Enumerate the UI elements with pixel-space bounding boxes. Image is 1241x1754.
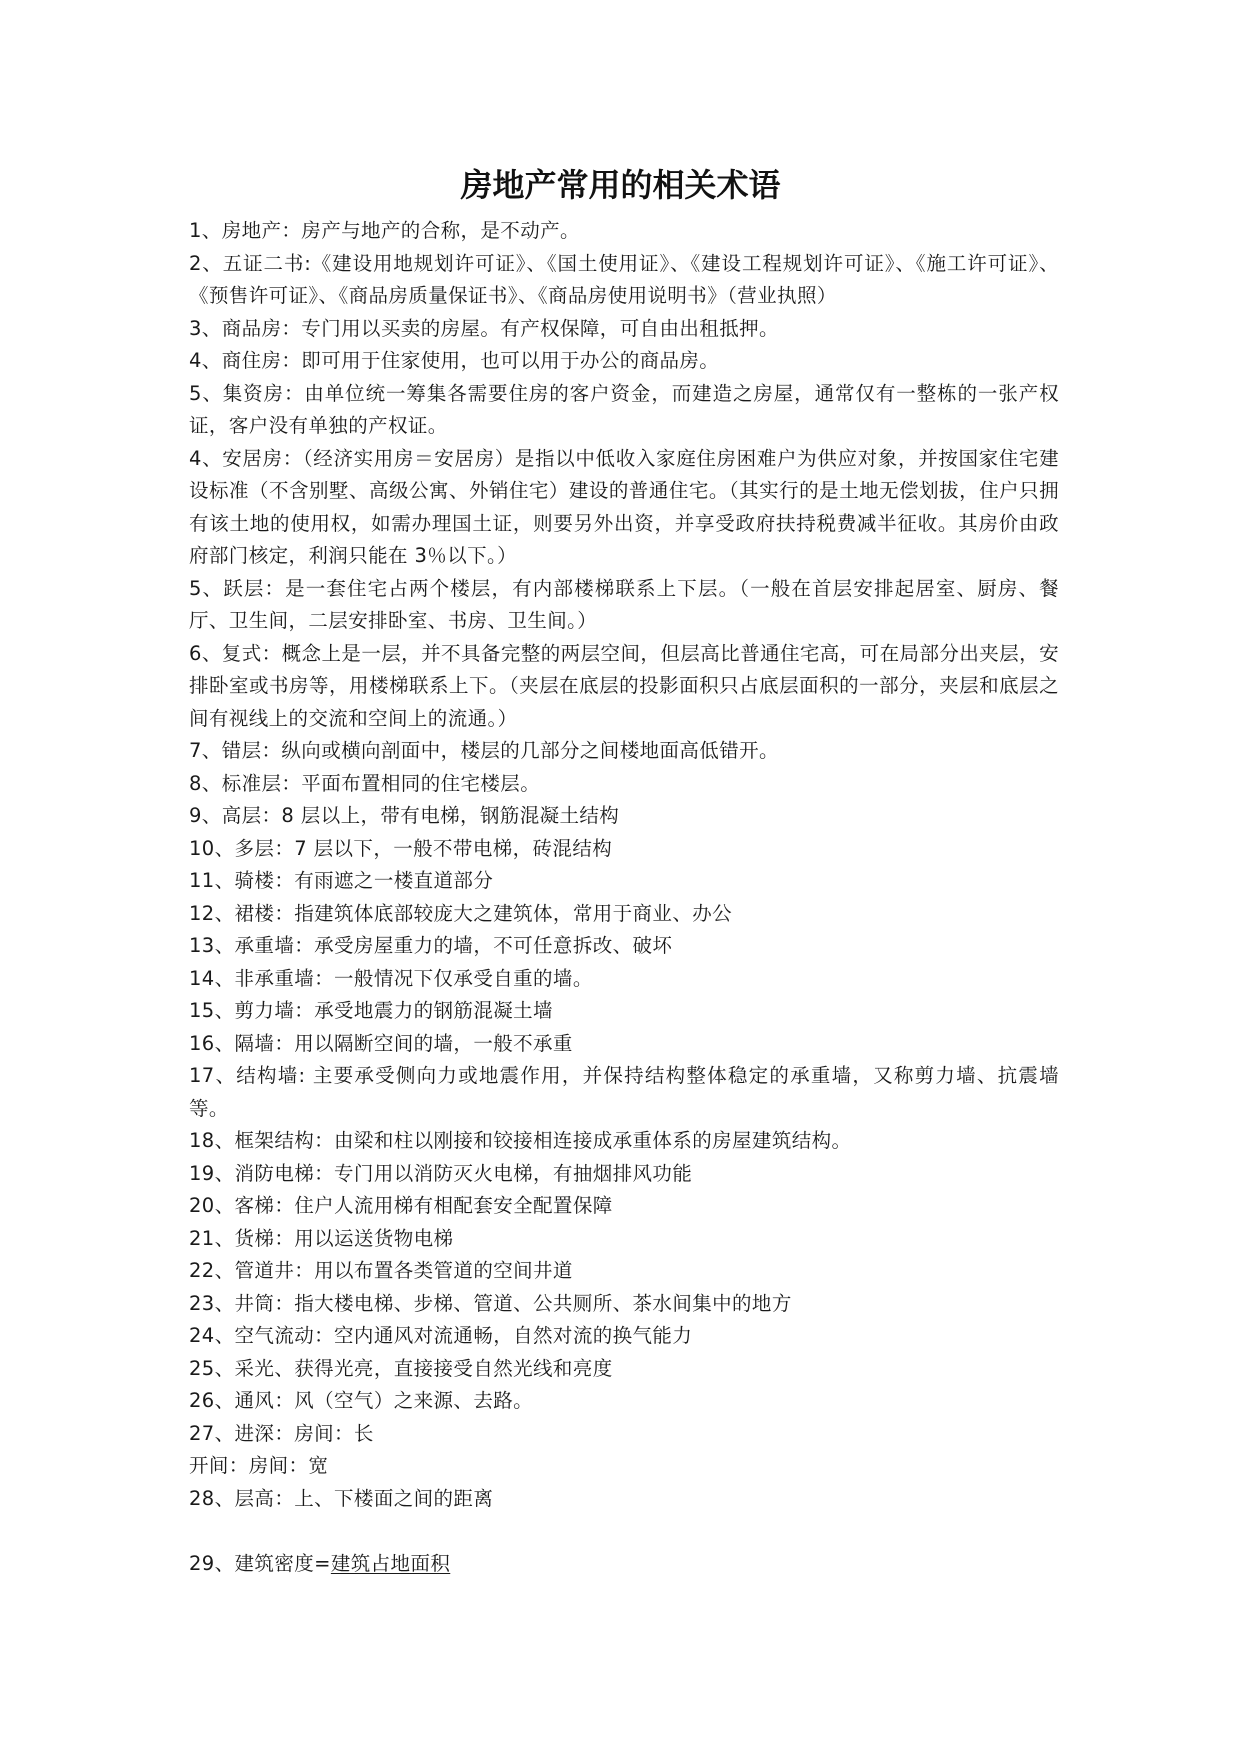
term-7: 7、错层：纵向或横向剖面中，楼层的几部分之间楼地面高低错开。 bbox=[189, 739, 779, 762]
term-8: 8、标准层：平面布置相同的住宅楼层。 bbox=[189, 771, 541, 795]
term-13: 13、承重墙：承受房屋重力的墙，不可任意拆改、破坏 bbox=[189, 934, 673, 957]
density-label: 29、建筑密度= bbox=[189, 1551, 331, 1575]
term-10: 10、多层：7 层以下，一般不带电梯，砖混结构 bbox=[189, 836, 613, 860]
term-anjufang: 4、安居房：（经济实用房＝安居房）是指以中低收入家庭住房困难户为供应对象，并按国家住宅建设标准（不含别墅、高级公寓、外销住宅）建设的普通住宅。（其实行的是土地无偿划拔，住户只拥有该土地的使用权，如需办理国土证，则要另外出资，并享受政府扶持税费减半征收。其房价由政府部门核定，利润只能在 3％以下。） bbox=[189, 446, 1059, 567]
term-yueceng: 5、跃层：是一套住宅占两个楼层，有内部楼梯联系上下层。（一般在首层安排起居室、厨房、餐厅、卫生间，二层安排卧室、书房、卫生间。） bbox=[189, 576, 1059, 632]
term-15: 15、剪力墙：承受地震力的钢筋混凝土墙 bbox=[189, 999, 553, 1022]
density-numerator: 建筑占地面积 bbox=[330, 1551, 451, 1575]
blank-line bbox=[189, 1515, 1059, 1548]
term-3: 3、商品房：专门用以买卖的房屋。有产权保障，可自由出租抵押。 bbox=[189, 316, 779, 340]
document-body bbox=[189, 215, 1059, 1580]
term-19: 19、消防电梯：专门用以消防灭火电梯，有抽烟排风功能 bbox=[189, 1161, 693, 1185]
term-12: 12、裙楼：指建筑体底部较庞大之建筑体，常用于商业、办公 bbox=[189, 901, 733, 925]
term-28: 28、层高：上、下楼面之间的距离 bbox=[189, 1486, 494, 1510]
term-27-kaijian: 开间：房间：宽 bbox=[189, 1454, 329, 1477]
term-2: 2、五证二书:《建设用地规划许可证》、《国土使用证》、《建设工程规划许可证》、《施工许可证》、《预售许可证》、《商品房质量保证书》、《商品房使用说明书》（营业执照） bbox=[189, 251, 1059, 307]
term-17: 17、结构墙: 主要承受侧向力或地震作用，并保持结构整体稳定的承重墙，又称剪力墙、抗震墙等。 bbox=[189, 1064, 1059, 1120]
term-24: 24、空气流动：空内通风对流通畅，自然对流的换气能力 bbox=[189, 1324, 693, 1347]
term-1: 1、房地产：房产与地产的合称，是不动产。 bbox=[189, 219, 580, 242]
term-6: 6、复式：概念上是一层，并不具备完整的两层空间，但层高比普通住宅高，可在局部分出夹层，安排卧室或书房等，用楼梯联系上下。（夹层在底层的投影面积只占底层面积的一部分，夹层和底层之间有视线上的交流和空间上的流通。） bbox=[189, 641, 1059, 730]
term-16: 16、隔墙：用以隔断空间的墙，一般不承重 bbox=[189, 1031, 573, 1055]
term-21: 21、货梯：用以运送货物电梯 bbox=[189, 1226, 454, 1250]
term-9: 9、高层：8 层以上，带有电梯，钢筋混凝土结构 bbox=[189, 804, 620, 827]
term-23: 23、井筒：指大楼电梯、步梯、管道、公共厕所、茶水间集中的地方 bbox=[189, 1291, 792, 1315]
term-11: 11、骑楼：有雨遮之一楼直道部分 bbox=[189, 869, 494, 892]
term-26: 26、通风：风（空气）之来源、去路。 bbox=[189, 1389, 534, 1412]
term-18: 18、框架结构：由梁和柱以刚接和铰接相连接成承重体系的房屋建筑结构。 bbox=[189, 1129, 852, 1152]
term-14: 14、非承重墙：一般情况下仅承受自重的墙。 bbox=[189, 966, 593, 990]
term-22: 22、管道井：用以布置各类管道的空间井道 bbox=[189, 1259, 573, 1282]
term-27: 27、进深：房间：长 bbox=[189, 1421, 374, 1445]
term-4: 4、商住房：即可用于住家使用，也可以用于办公的商品房。 bbox=[189, 349, 720, 372]
term-5: 5、集资房：由单位统一筹集各需要住房的客户资金，而建造之房屋，通常仅有一整栋的一张产权证，客户没有单独的产权证。 bbox=[189, 381, 1059, 437]
term-25: 25、采光、获得光亮，直接接受自然光线和亮度 bbox=[189, 1356, 613, 1380]
document-title: 房地产常用的相关术语 bbox=[460, 166, 781, 204]
term-20: 20、客梯：住户人流用梯有相配套安全配置保障 bbox=[189, 1194, 613, 1217]
term-29 bbox=[189, 1548, 1059, 1581]
